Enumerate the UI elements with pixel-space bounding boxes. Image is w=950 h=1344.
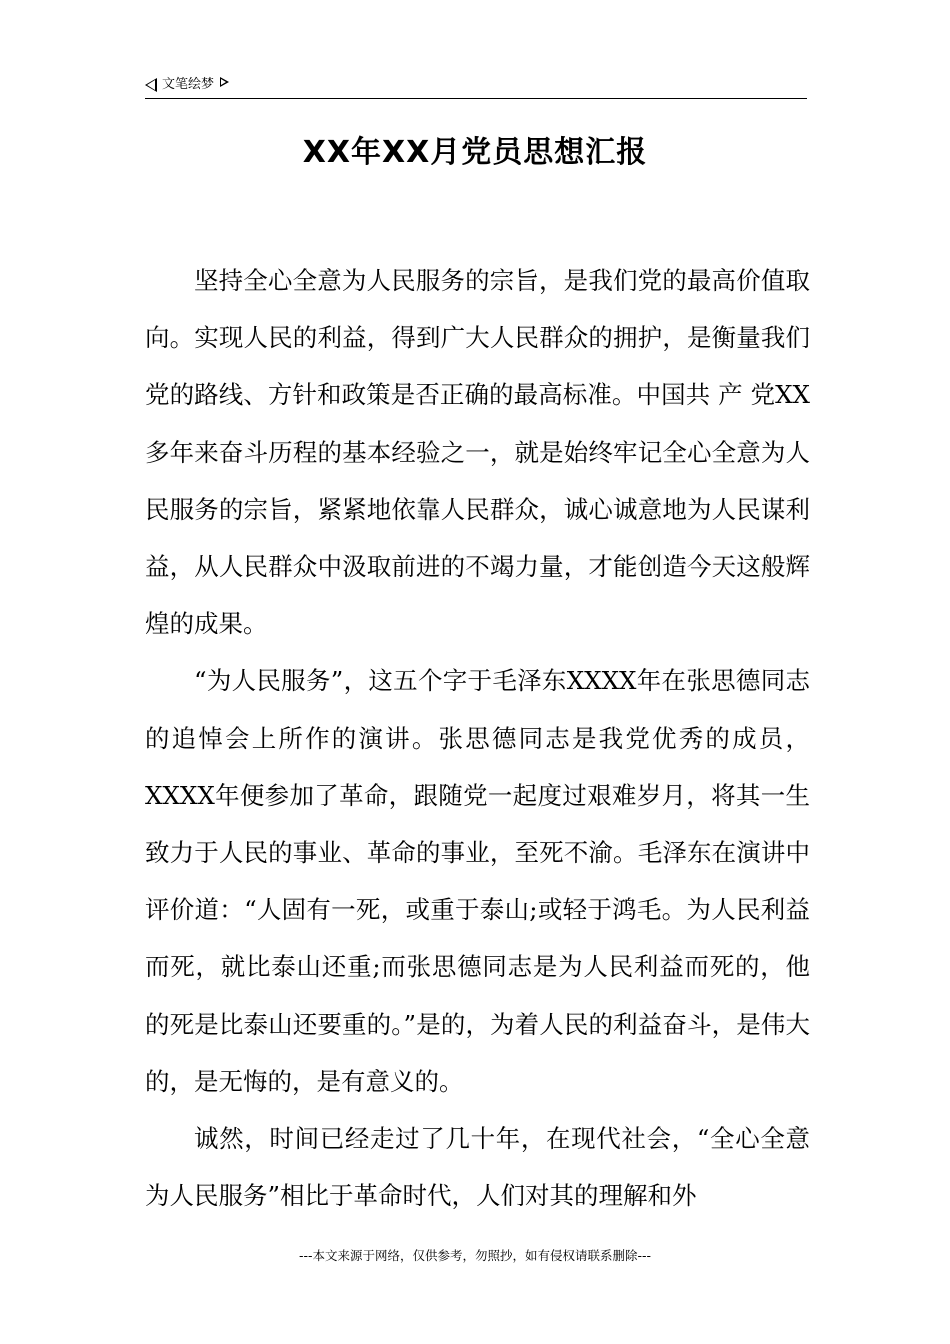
page-header (145, 74, 807, 99)
paragraph-2: “为人民服务”，这五个字于毛泽东XXXX年在张思德同志的追悼会上所作的演讲。张思德同志是我党优秀的成员，XXXX年便参加了革命，跟随党一起度过艰难岁月，将其一生致力于人民的事业、革命的事业，至死不渝。毛泽东在演讲中评价道：“人固有一死，或重于泰山;或轻于鸿毛。为人民利益而死，就比泰山还重;而张思德同志是为人民利益而死的，他的死是比泰山还要重的。”是的，为着人民的利益奋斗，是伟大的，是无悔的，是有意义的。 (145, 666, 810, 1096)
paragraph-3: 诚然，时间已经走过了几十年，在现代社会，“全心全意为人民服务”相比于革命时代，人们对其的理解和外 (145, 1124, 810, 1211)
paragraph-1: 坚持全心全意为人民服务的宗旨，是我们党的最高价值取向。实现人民的利益，得到广大人民群众的拥护，是衡量我们党的路线、方针和政策是否正确的最高标准。中国共 产 党XX多年来奋斗历程的基本经验之一，就是始终牢记全心全意为人民服务的宗旨，紧紧地依靠人民群众，诚心诚意地为人民谋利益，从人民群众中汲取前进的不竭力量，才能创造今天这般辉煌的成果。 (145, 266, 810, 639)
footer-notice: ---本文来源于网络，仅供参考，勿照抄，如有侵权请联系删除--- (298, 1248, 652, 1263)
document-body (145, 252, 810, 1224)
triangle-left-icon (145, 78, 157, 92)
header-brand: 文笔绘梦 (162, 77, 215, 92)
document-title: XX年XX月党员思想汇报 (302, 135, 648, 170)
triangle-right-icon (220, 77, 229, 87)
